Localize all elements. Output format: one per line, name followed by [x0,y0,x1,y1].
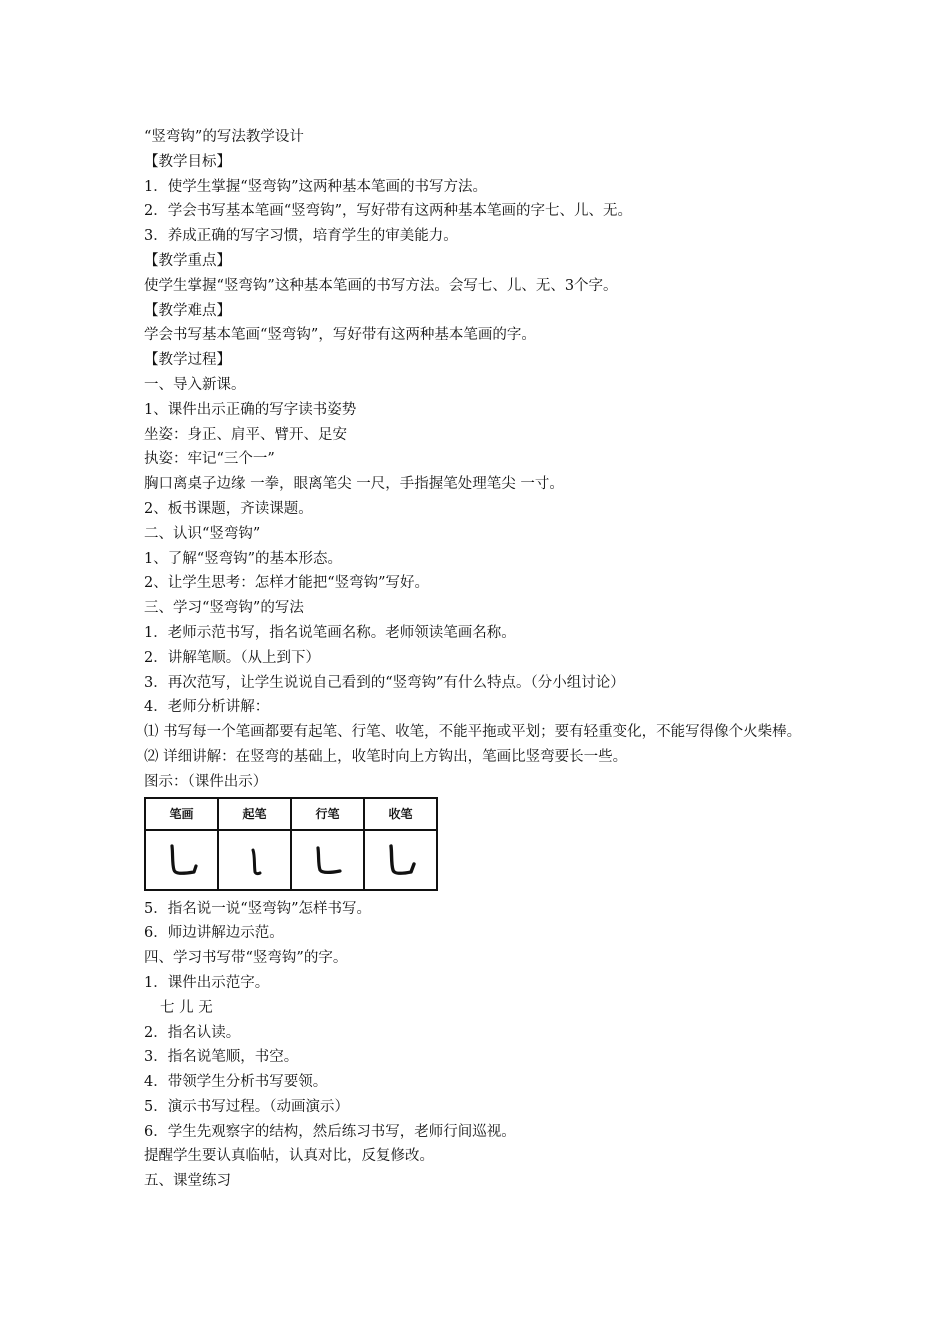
text-line: 胸口离桌子边缘 一拳，眼离笔尖 一尺，手指握笔处理笔尖 一寸。 [144,476,564,493]
text-line: 三、学习“竖弯钩”的写法 [144,600,304,617]
text-line: 提醒学生要认真临帖，认真对比，反复修改。 [144,1148,434,1165]
sample-characters: 七 儿 无 [160,999,213,1016]
header-middle: 行笔 [291,798,364,830]
text-line: 四、学习书写带“竖弯钩”的字。 [144,950,348,967]
text-block-intro [144,125,814,720]
text-line: 二、认识“竖弯钩” [144,525,261,542]
text-line: 坐姿：身正、肩平、臂开、足安 [144,426,347,443]
text-line: 【教学过程】 [144,352,231,369]
text-line: 2、让学生思考：怎样才能把“竖弯钩”写好。 [144,575,430,592]
document-body [144,125,814,1194]
paragraph-stroke-rule: ⑴ 书写每一个笔画都要有起笔、行笔、收笔，不能平拖或平划；要有轻重变化，不能写得像个火柴棒。 [144,724,802,741]
text-line: 【教学重点】 [144,252,231,269]
text-line: 3．指名说笔顺，书空。 [144,1049,299,1066]
stroke-table-image-row [145,830,437,890]
text-line: 1、了解“竖弯钩”的基本形态。 [144,550,343,567]
text-block-practice [144,897,814,996]
text-line: “竖弯钩”的写法教学设计 [144,129,304,145]
stroke-start-glyph [235,840,275,880]
text-line: ⑵ 详细讲解：在竖弯的基础上，收笔时向上方钩出，笔画比竖弯要长一些。 [144,748,628,765]
text-line: 6．学生先观察字的结构，然后练习书写，老师行间巡视。 [144,1123,516,1140]
text-line: 4．带领学生分析书写要领。 [144,1074,328,1091]
text-line: 1、课件出示正确的写字读书姿势 [144,401,357,418]
text-line: 2、板书课题，齐读课题。 [144,500,313,517]
text-line: 2．学会书写基本笔画“竖弯钩”，写好带有这两种基本笔画的字七、儿、无。 [144,203,633,220]
text-line: 使学生掌握“竖弯钩”这种基本笔画的书写方法。会写七、儿、无、3个字。 [144,277,618,294]
stroke-end-glyph [381,840,421,880]
text-line: 3．再次范写，让学生说说自己看到的“竖弯钩”有什么特点。（分小组讨论） [144,674,625,691]
text-block-steps [144,1021,814,1195]
text-line: 4．老师分析讲解： [144,699,270,716]
text-block-explain [144,745,814,795]
text-line: 1．使学生掌握“竖弯钩”这两种基本笔画的书写方法。 [144,178,488,195]
header-stroke: 笔画 [145,798,218,830]
text-line: 执姿：牢记“三个一” [144,451,275,468]
cell-stroke-full [145,830,218,890]
header-start: 起笔 [218,798,291,830]
cell-stroke-end [364,830,437,890]
text-line: 3．养成正确的写字习惯，培育学生的审美能力。 [144,228,458,245]
vertical-bend-hook-glyph [162,840,202,880]
stroke-diagram-table [144,797,438,891]
stroke-table-header-row [145,798,437,830]
text-line: 6．师边讲解边示范。 [144,925,284,942]
text-line: 5．演示书写过程。（动画演示） [144,1098,349,1115]
stroke-middle-glyph [308,840,348,880]
text-line: 【教学难点】 [144,302,231,319]
text-line: 2．指名认读。 [144,1024,241,1041]
text-line: 1．课件出示范字。 [144,974,270,991]
text-line: 【教学目标】 [144,153,231,170]
text-line: 2．讲解笔顺。（从上到下） [144,649,320,666]
text-line: 5．指名说一说“竖弯钩”怎样书写。 [144,900,372,917]
text-line: 1．老师示范书写，指名说笔画名称。老师领读笔画名称。 [144,624,516,641]
header-end: 收笔 [364,798,437,830]
cell-stroke-middle [291,830,364,890]
text-line: 一、导入新课。 [144,376,246,393]
text-line: 学会书写基本笔画“竖弯钩”，写好带有这两种基本笔画的字。 [144,327,536,344]
text-line: 五、课堂练习 [144,1173,231,1190]
cell-stroke-start [218,830,291,890]
text-line: 图示：（课件出示） [144,773,268,790]
